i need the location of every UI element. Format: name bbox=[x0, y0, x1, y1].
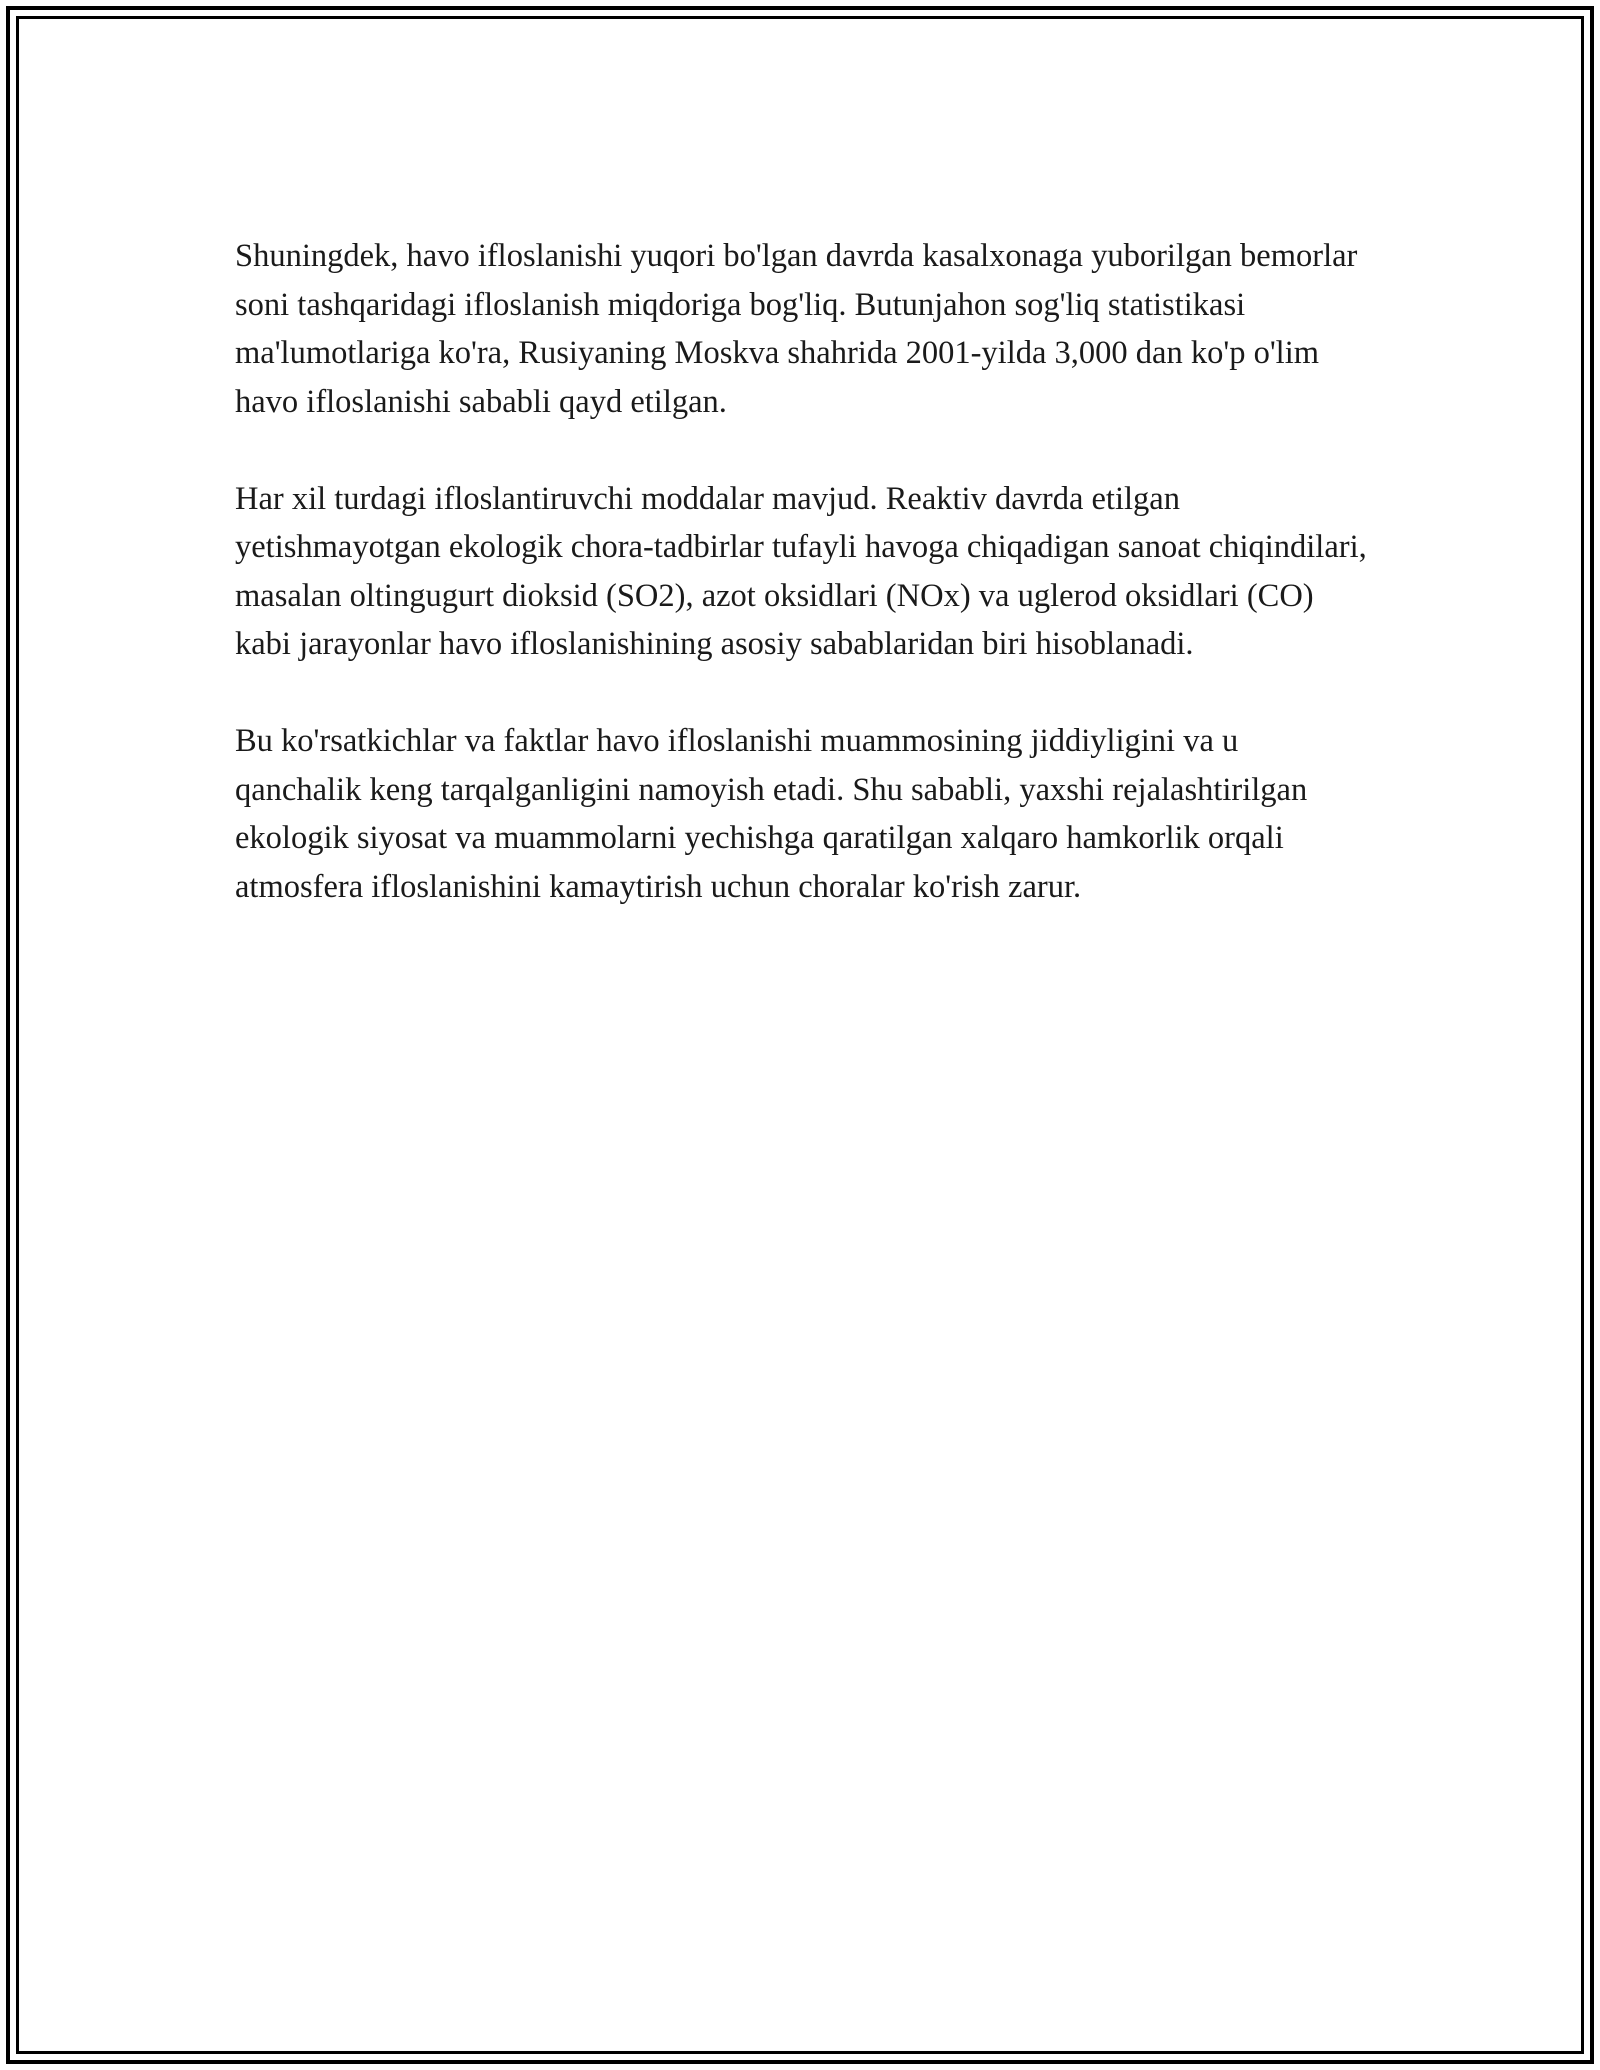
paragraph-1: Shuningdek, havo ifloslanishi yuqori bo'lgan davrda kasalxonaga yuborilgan bemorlar soni tashqaridagi ifloslanish miqdoriga bog'liq. Butunjahon sog'liq statistikasi ma'lumotlariga ko'ra, Rusiyaning Moskva shahrida 2001-yilda 3,000 dan ko'p o'lim havo ifloslanishi sababli qayd etilgan. bbox=[235, 238, 1358, 420]
paragraph-3: Bu ko'rsatkichlar va faktlar havo ifloslanishi muammosining jiddiyligini va u qanchalik keng tarqalganligini namoyish etadi. Shu sababli, yaxshi rejalashtirilgan ekologik siyosat va muammolarni yechishga qaratilgan xalqaro hamkorlik orqali atmosfera ifloslanishini kamaytirish uchun choralar ko'rish zarur. bbox=[235, 723, 1308, 905]
paragraph-2: Har xil turdagi ifloslantiruvchi moddalar mavjud. Reaktiv davrda etilgan yetishmayotgan ekologik chora-tadbirlar tufayli havoga chiqadigan sanoat chiqindilari, masalan oltingugurt dioksid (SO2), azot oksidlari (NOx) va uglerod oksidlari (CO) kabi jarayonlar havo ifloslanishining asosiy sabablaridan biri hisoblanadi. bbox=[235, 480, 1367, 662]
document-body bbox=[235, 232, 1370, 960]
